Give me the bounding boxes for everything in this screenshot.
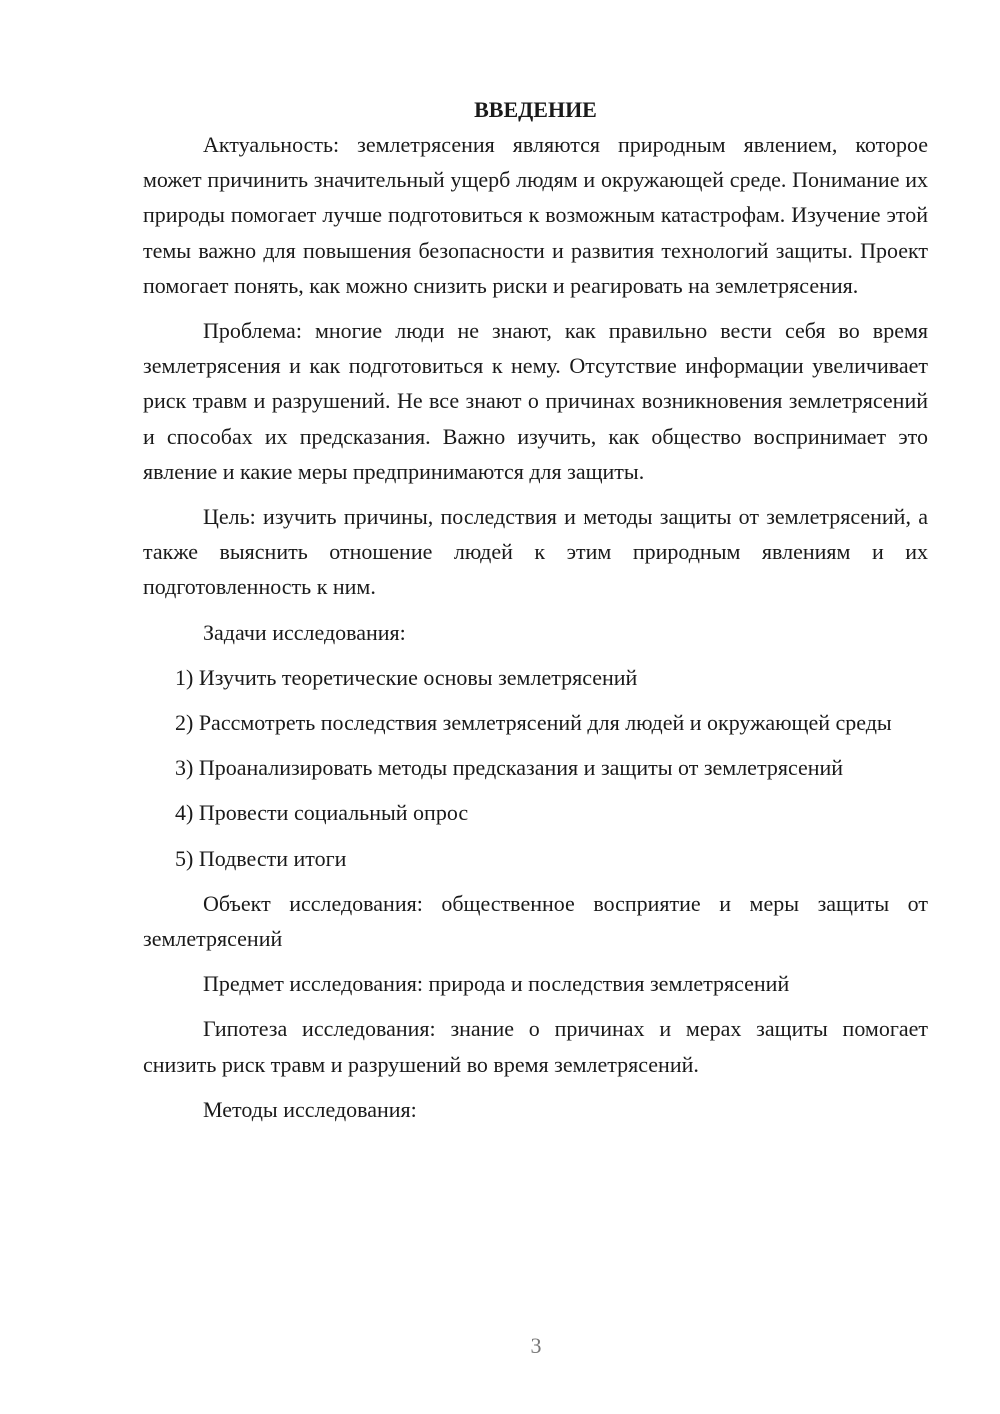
page-number: 3 [530, 1333, 542, 1358]
page-title: ВВЕДЕНИЕ [474, 97, 597, 122]
task-item-4: 4) Провести социальный опрос [175, 800, 469, 826]
task-item-1: 1) Изучить теоретические основы землетрясений [175, 664, 638, 690]
methods-heading: Методы исследования: [203, 1096, 417, 1122]
relevance-paragraph: Актуальность: землетрясения являются природным явлением, которое может причинить значительный ущерб людям и окружающей среде. Понимание их природы помогает лучше подготовиться к возможным катастрофам. Изучение этой темы важно для повышения безопасности и развития технологий защиты. Проект помогает понять, как можно снизить риски и реагировать на землетрясения. [143, 132, 928, 298]
task-item-3: 3) Проанализировать методы предсказания и защиты от землетрясений [175, 755, 844, 781]
problem-paragraph: Проблема: многие люди не знают, как правильно вести себя во время землетрясения и как подготовиться к нему. Отсутствие информации увеличивает риск травм и разрушений. Не все знают о причинах возникновения землетрясений и способах их предсказания. Важно изучить, как общество воспринимает это явление и какие меры предпринимаются для защиты. [143, 318, 928, 484]
goal-paragraph: Цель: изучить причины, последствия и методы защиты от землетрясений, а также выяснить отношение людей к этим природным явлениям и их подготовленность к ним. [143, 504, 928, 600]
subject-paragraph: Предмет исследования: природа и последствия землетрясений [203, 971, 790, 997]
page-content [143, 92, 928, 1127]
tasks-heading: Задачи исследования: [203, 619, 406, 645]
task-item-2: 2) Рассмотреть последствия землетрясений для людей и окружающей среды [175, 710, 892, 736]
hypothesis-paragraph: Гипотеза исследования: знание о причинах и мерах защиты помогает снизить риск травм и разрушений во время землетрясений. [143, 1016, 928, 1077]
object-paragraph: Объект исследования: общественное восприятие и меры защиты от землетрясений [143, 890, 928, 952]
task-item-5: 5) Подвести итоги [175, 845, 347, 871]
